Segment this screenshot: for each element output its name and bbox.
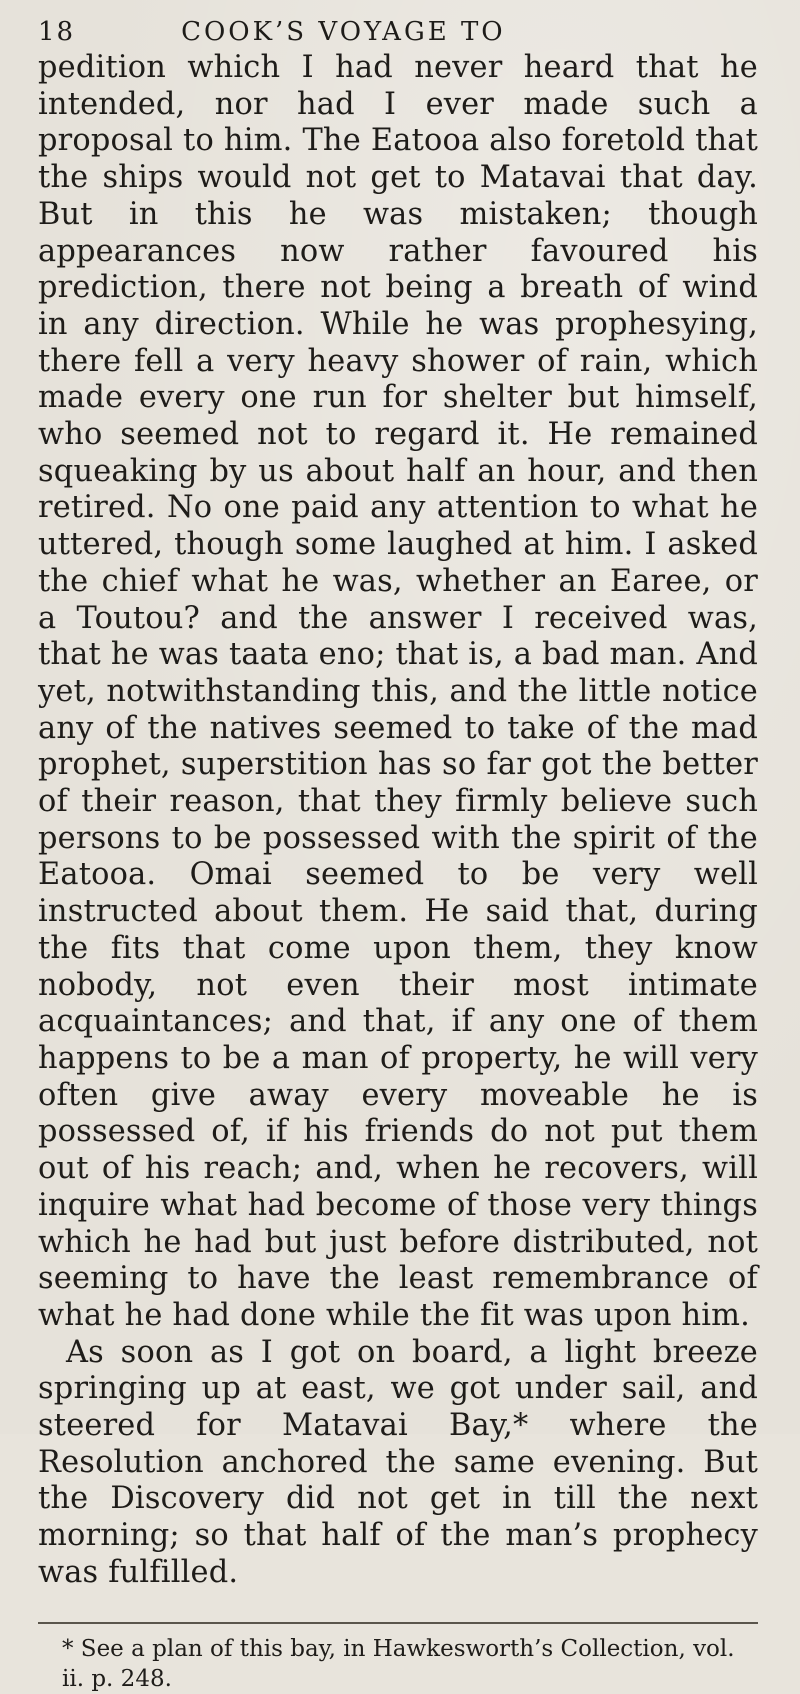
footnote: * See a plan of this bay, in Hawkesworth’s Collection, vol. ii. p. 248. [62,1635,735,1692]
paragraph-2: As soon as I got on board, a light breeze springing up at east, we got under sail, and steered for Matavai Bay,* where the Resolution anchored the same evening. But the Discovery did not get in till the next morning; so that half of the man’s prophecy was fulfilled. [38,1334,758,1590]
body-text [38,50,758,1592]
footnote-divider [38,1622,758,1624]
running-head [38,14,758,50]
page-number: 18 [38,17,76,47]
paragraph-1: pedition which I had never heard that he intended, nor had I ever made such a proposal to him. The Eatooa also foretold that the ships would not get to Matavai that day. But in this he was mistaken; though appearances now rather favoured his prediction, there not being a breath of wind in any direction. While he was prophesying, there fell a very heavy shower of rain, which made every one run for shelter but himself, who seemed not to regard it. He remained squeaking by us about half an hour, and then retired. No one paid any attention to what he uttered, though some laughed at him. I asked the chief what he was, whether an Earee, or a Toutou? and the answer I received was, that he was taata eno; that is, a bad man. And yet, notwithstanding this, and the little notice any of the natives seemed to take of the mad prophet, superstition has so far got the better of their reason, that they firmly believe such persons to be possessed with the spirit of the Eatooa. Omai seemed to be very well instructed about them. He said that, during the fits that come upon them, they know nobody, not even their most intimate acquaintances; and that, if any one of them happens to be a man of property, he will very often give away every moveable he is possessed of, if his friends do not put them out of his reach; and, when he recovers, will inquire what had become of those very things which he had but just before distributed, not seeming to have the least remembrance of what he had done while the fit was upon him. [38,50,758,1333]
running-title: COOK’S VOYAGE TO [181,17,506,47]
